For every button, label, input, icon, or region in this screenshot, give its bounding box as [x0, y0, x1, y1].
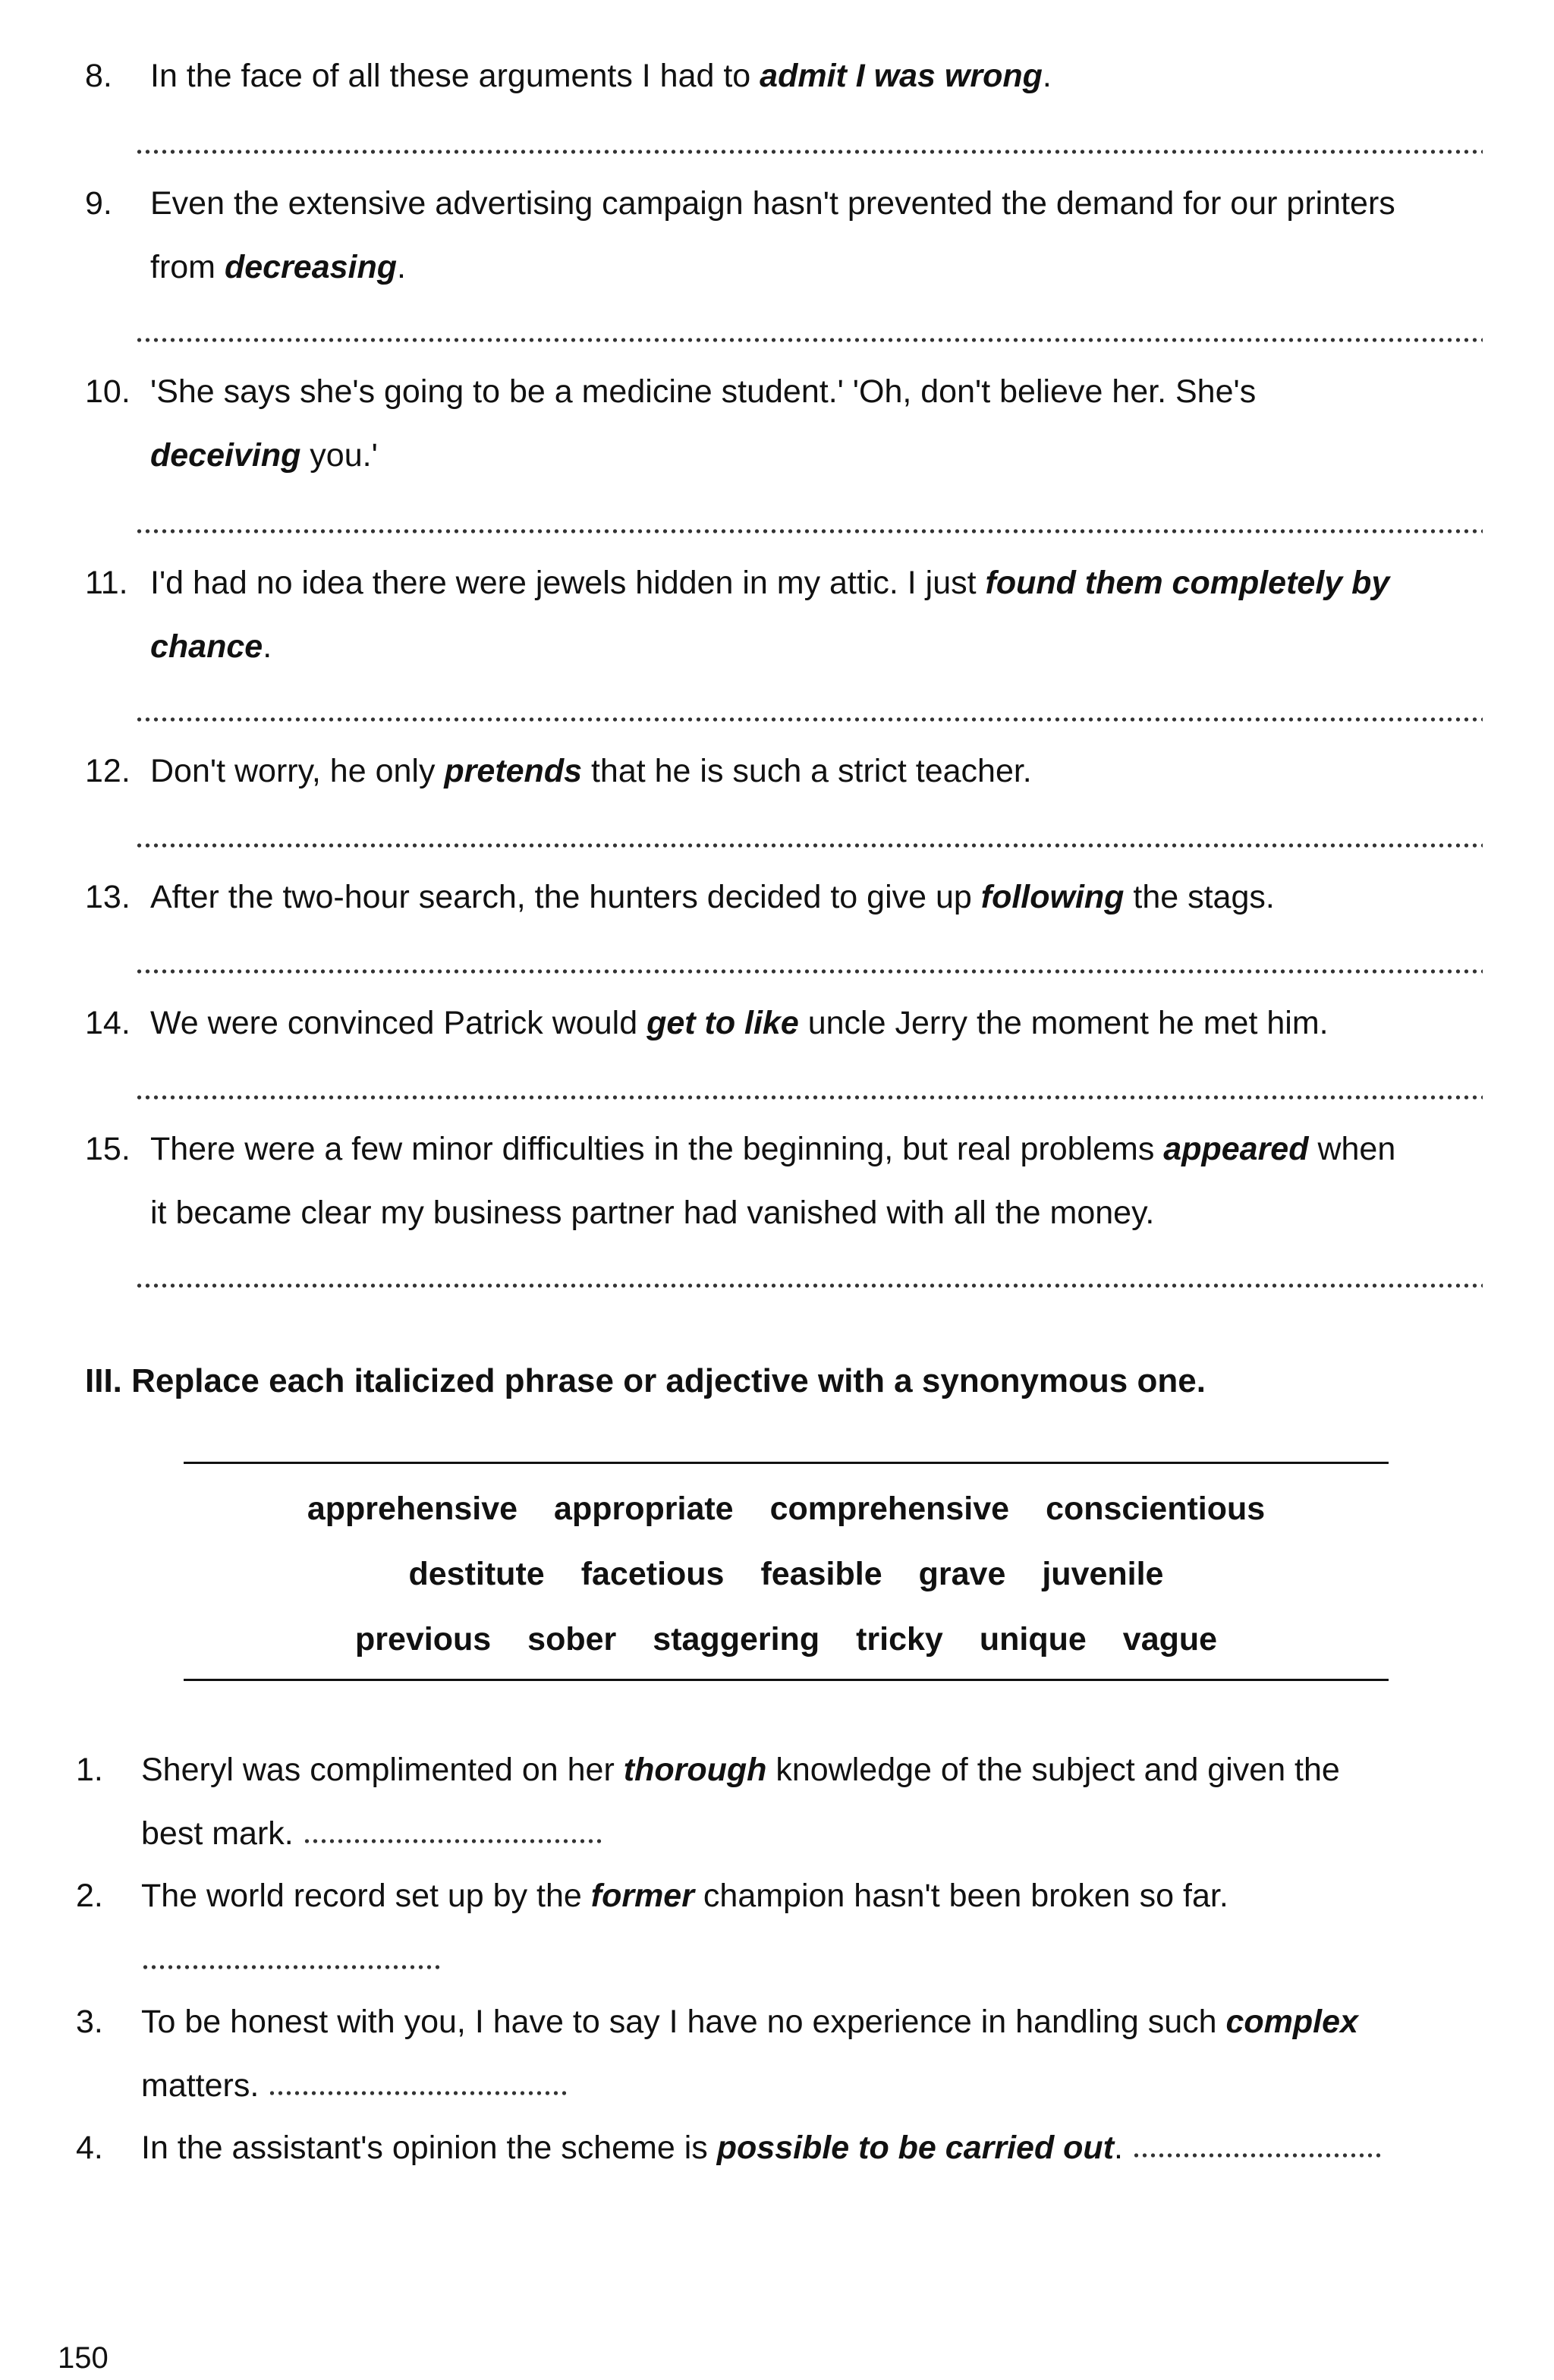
text-run: best mark.	[141, 1815, 303, 1852]
text-run: In the assistant's opinion the scheme is	[141, 2130, 717, 2166]
exercise3-item-4	[76, 2116, 1383, 2180]
answer-line[interactable]	[135, 149, 1483, 155]
answer-line[interactable]	[135, 528, 1483, 534]
word-box-row-3	[184, 1617, 1389, 1662]
answer-line[interactable]	[135, 842, 1483, 848]
item-number: 15.	[85, 1131, 131, 1167]
text-run: champion hasn't been broken so far.	[694, 1878, 1228, 1914]
word-option: destitute	[408, 1556, 545, 1592]
item-number: 10.	[85, 373, 131, 410]
text-run: Sheryl was complimented on her	[141, 1752, 624, 1788]
answer-line[interactable]	[135, 716, 1483, 722]
word-box-bottom-rule	[184, 1679, 1389, 1681]
text-run: knowledge of the subject and given the	[766, 1752, 1340, 1788]
text-run: I'd had no idea there were jewels hidden in my attic. I just	[150, 565, 986, 601]
exercise-item-15	[85, 1117, 1395, 1245]
answer-line[interactable]	[141, 1964, 442, 1970]
word-option: juvenile	[1042, 1556, 1164, 1592]
exercise3-item-2	[76, 1864, 1228, 1991]
word-option: grave	[918, 1556, 1006, 1592]
answer-line[interactable]	[135, 1283, 1483, 1289]
page-number: 150	[58, 2341, 109, 2375]
text-run: .	[1042, 58, 1052, 94]
exercise3-item-1	[76, 1738, 1340, 1865]
word-option: feasible	[760, 1556, 882, 1592]
section-heading: III. Replace each italicized phrase or adjective with a synonymous one.	[85, 1362, 1206, 1399]
item-number: 3.	[76, 2004, 103, 2040]
text-run: Even the extensive advertising campaign hasn't prevented the demand for our printers	[150, 185, 1395, 222]
text-run: After the two-hour search, the hunters decided to give up	[150, 879, 981, 915]
exercise-item-8	[85, 44, 1052, 108]
italic-phrase: complex	[1225, 2004, 1358, 2040]
word-option: unique	[979, 1621, 1087, 1658]
exercise-item-12	[85, 739, 1032, 803]
italic-phrase: found them completely by	[985, 565, 1390, 601]
item-number: 2.	[76, 1878, 103, 1914]
text-run: when	[1308, 1131, 1396, 1167]
italic-phrase: former	[590, 1878, 694, 1914]
word-option: tricky	[856, 1621, 943, 1658]
italic-phrase: pretends	[444, 753, 583, 789]
exercise-item-9	[85, 172, 1395, 299]
exercise-item-14	[85, 991, 1329, 1055]
italic-phrase: decreasing	[224, 249, 398, 285]
answer-line[interactable]	[135, 1094, 1483, 1100]
answer-line[interactable]	[1132, 2152, 1383, 2158]
italic-phrase: admit I was wrong	[760, 58, 1043, 94]
word-option: comprehensive	[769, 1491, 1010, 1527]
answer-line[interactable]	[268, 2090, 568, 2096]
italic-phrase: deceiving	[150, 437, 301, 474]
item-number: 12.	[85, 753, 131, 789]
text-run: The world record set up by the	[141, 1878, 591, 1914]
italic-phrase: following	[980, 879, 1125, 915]
text-run: Don't worry, he only	[150, 753, 445, 789]
word-box-row-1	[184, 1486, 1389, 1532]
text-run: To be honest with you, I have to say I have no experience in handling such	[141, 2004, 1226, 2040]
word-option: conscientious	[1046, 1491, 1266, 1527]
exercise-item-13	[85, 865, 1275, 929]
exercise-item-11	[85, 551, 1389, 678]
exercise-item-10	[85, 360, 1256, 487]
item-number: 1.	[76, 1752, 103, 1788]
text-run: In the face of all these arguments I had to	[150, 58, 760, 94]
item-number: 8.	[85, 58, 112, 94]
answer-line[interactable]	[303, 1838, 603, 1844]
text-run: .	[397, 249, 406, 285]
text-run: the stags.	[1124, 879, 1275, 915]
text-run: you.'	[300, 437, 378, 474]
text-run: 'She says she's going to be a medicine student.' 'Oh, don't believe her. She's	[150, 373, 1257, 410]
text-run: There were a few minor difficulties in the beginning, but real problems	[150, 1131, 1164, 1167]
italic-phrase: possible to be carried out	[716, 2130, 1115, 2166]
italic-phrase: appeared	[1163, 1131, 1309, 1167]
item-number: 14.	[85, 1005, 131, 1041]
word-option: facetious	[580, 1556, 725, 1592]
item-number: 4.	[76, 2130, 103, 2166]
word-option: staggering	[653, 1621, 820, 1658]
word-option: sober	[527, 1621, 617, 1658]
word-box-row-2	[184, 1551, 1389, 1597]
exercise3-item-3	[76, 1990, 1358, 2117]
text-run: uncle Jerry the moment he met him.	[798, 1005, 1329, 1041]
answer-line[interactable]	[135, 337, 1483, 343]
text-run: matters.	[141, 2067, 269, 2104]
word-box-top-rule	[184, 1462, 1389, 1464]
item-number: 11.	[85, 565, 128, 601]
word-option: appropriate	[554, 1491, 734, 1527]
italic-phrase: thorough	[623, 1752, 767, 1788]
text-run: it became clear my business partner had vanished with all the money.	[150, 1195, 1155, 1231]
answer-line[interactable]	[135, 968, 1483, 974]
text-run: We were convinced Patrick would	[150, 1005, 647, 1041]
text-run: from	[150, 249, 225, 285]
word-option: vague	[1122, 1621, 1218, 1658]
word-option: apprehensive	[307, 1491, 518, 1527]
text-run: .	[263, 628, 272, 665]
item-number: 13.	[85, 879, 131, 915]
item-number: 9.	[85, 185, 112, 222]
italic-phrase: get to like	[646, 1005, 799, 1041]
text-run: that he is such a strict teacher.	[582, 753, 1032, 789]
italic-phrase: chance	[150, 628, 263, 665]
text-run: .	[1114, 2130, 1132, 2166]
word-option: previous	[354, 1621, 492, 1658]
